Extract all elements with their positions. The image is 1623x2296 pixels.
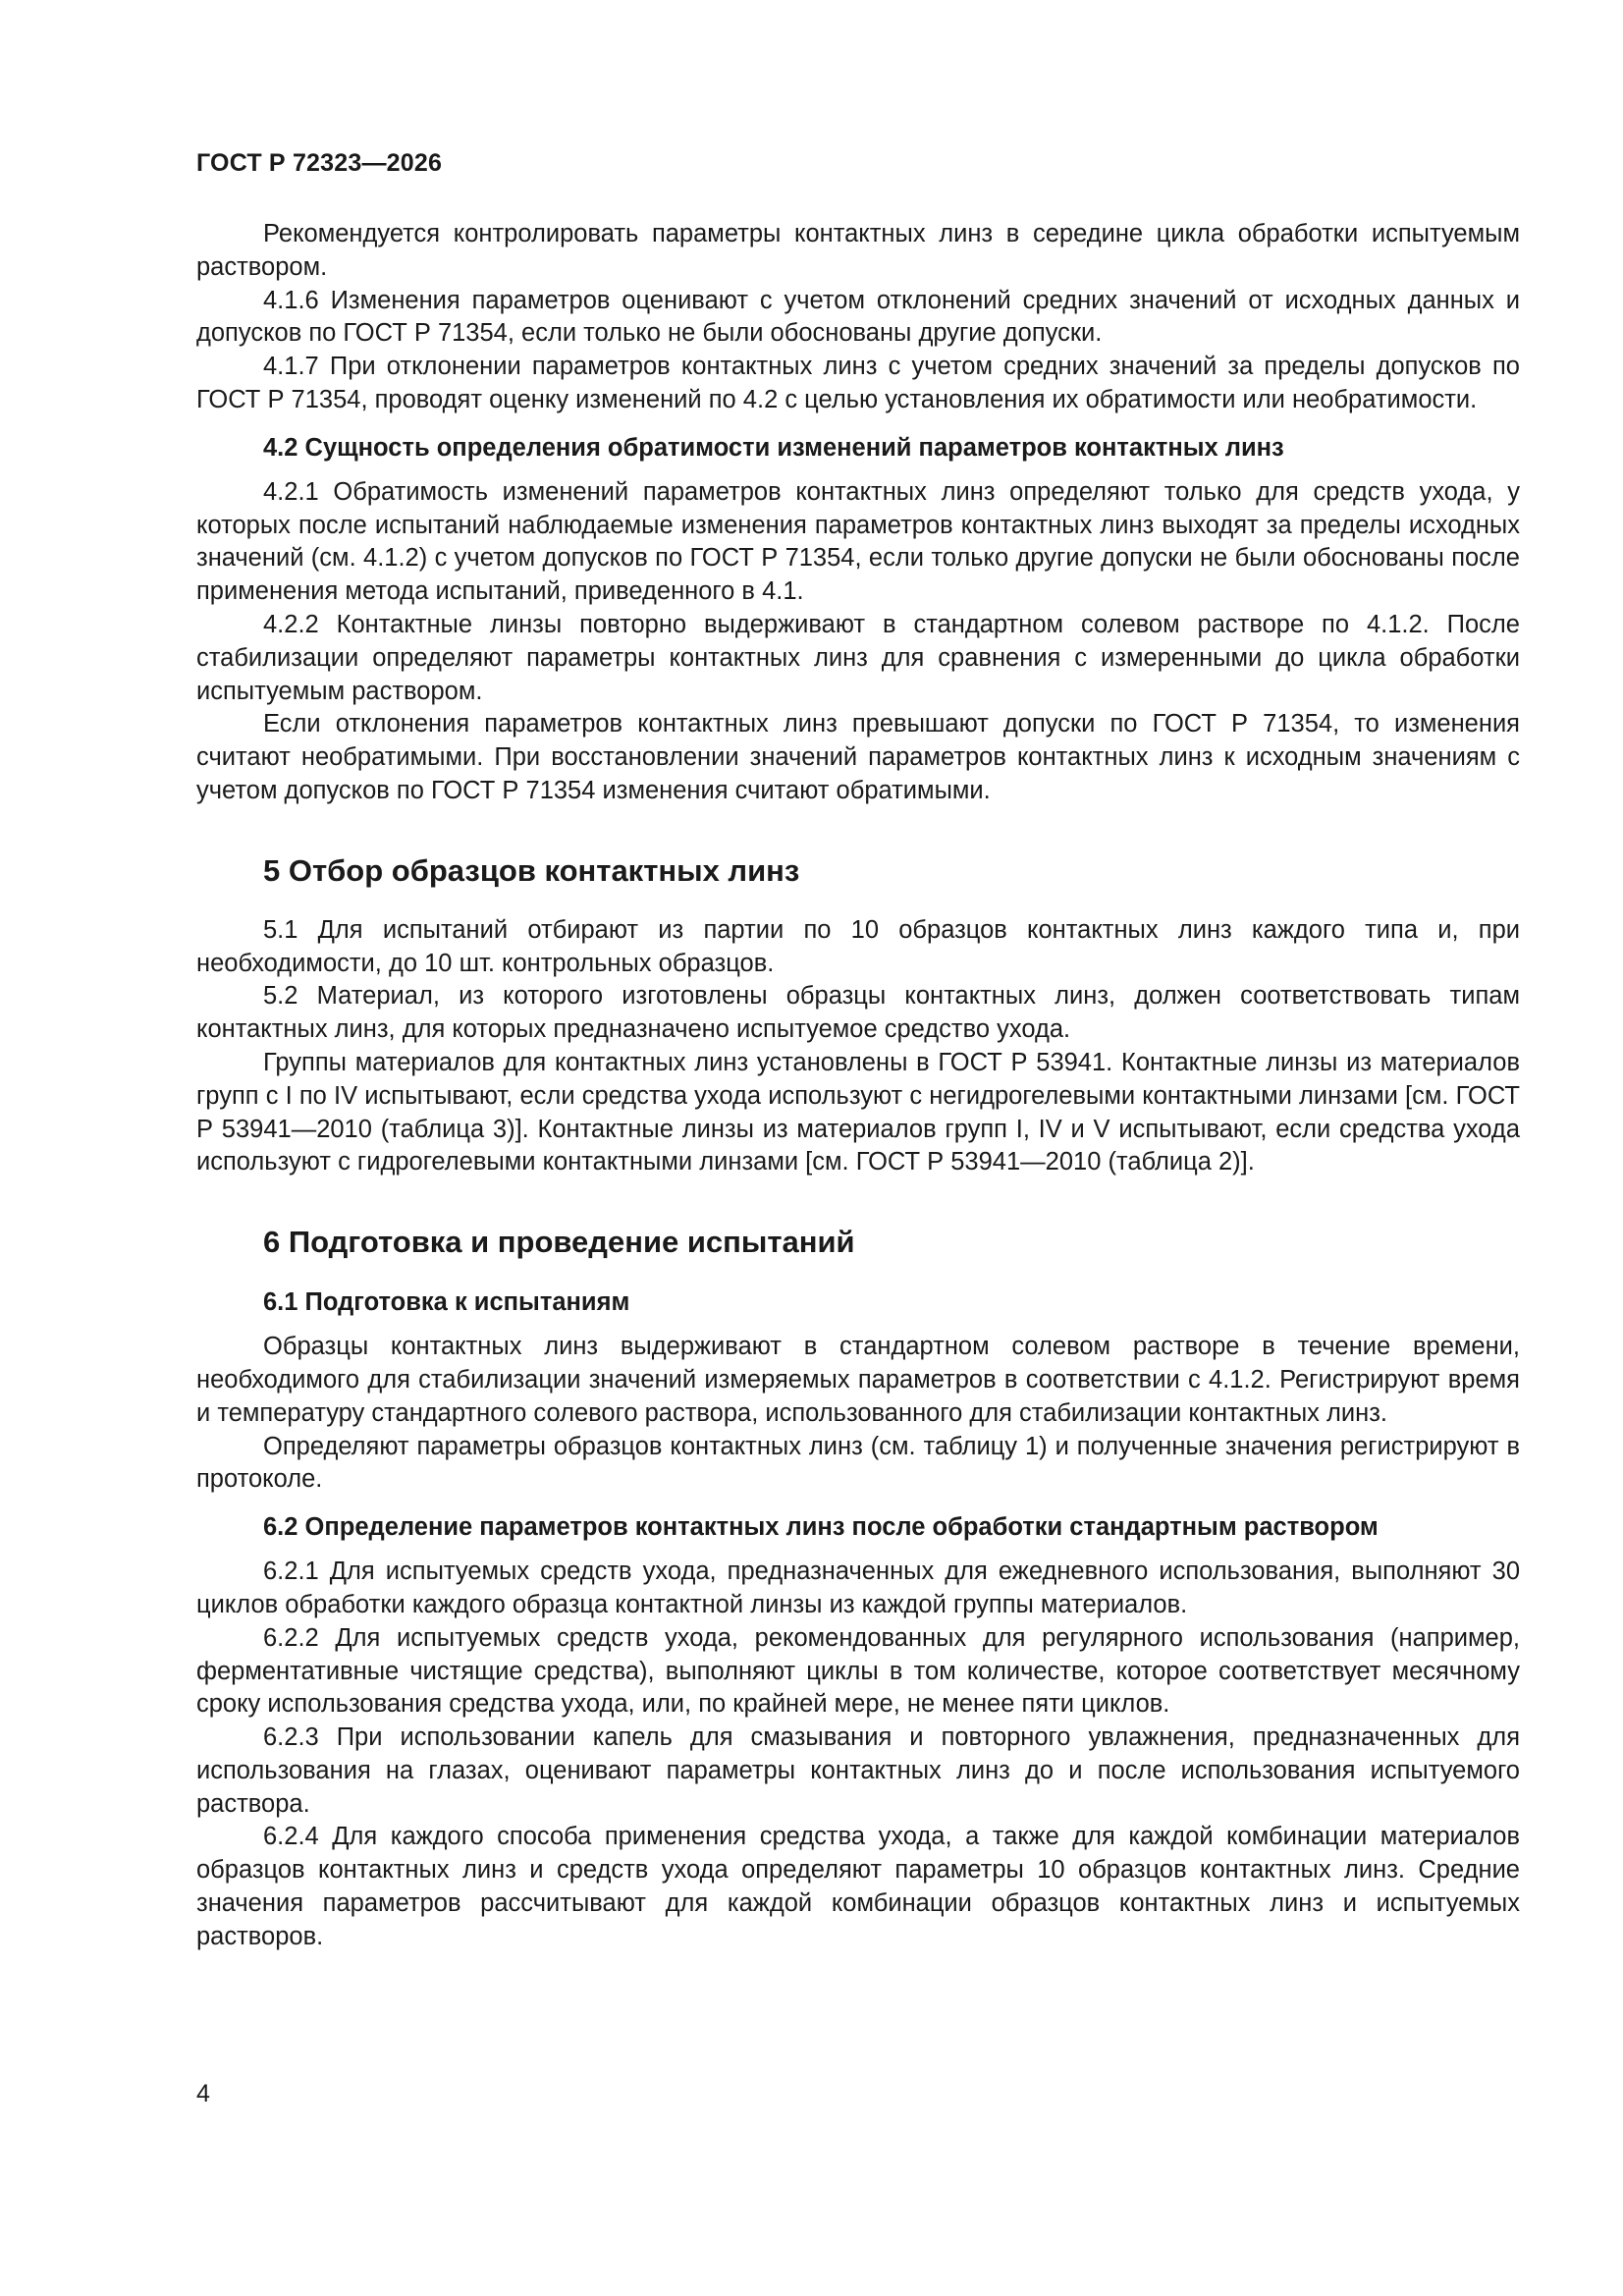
heading-6-2: 6.2 Определение параметров контактных линз после обработки стандартным раствором xyxy=(263,1513,1379,1542)
paragraph-6-2-2: 6.2.2 Для испытуемых средств ухода, рекомендованных для регулярного использования (например, ферментативные чистящие средства), выполняют циклы в том количестве, которое соответствует месячному сроку использования средства ухода, или, по крайней мере, не менее пяти циклов. xyxy=(196,1623,1520,1719)
paragraph-4-1-7: 4.1.7 При отклонении параметров контактных линз с учетом средних значений за пределы допусков по ГОСТ Р 71354, проводят оценку изменений по 4.2 с целью установления их обратимости или необратимости. xyxy=(196,353,1520,413)
paragraph: Если отклонения параметров контактных линз превышают допуски по ГОСТ Р 71354, то изменения считают необратимыми. При восстановлении значений параметров контактных линз к исходным значениям с учетом допусков по ГОСТ Р 71354 изменения считают обратимыми. xyxy=(196,710,1520,804)
paragraph: Определяют параметры образцов контактных линз (см. таблицу 1) и полученные значения регистрируют в протоколе. xyxy=(196,1432,1520,1494)
paragraph: Рекомендуется контролировать параметры контактных линз в середине цикла обработки испытуемым раствором. xyxy=(196,220,1520,281)
document-header: ГОСТ Р 72323—2026 xyxy=(196,149,443,177)
paragraph: Группы материалов для контактных линз установлены в ГОСТ Р 53941. Контактные линзы из материалов групп с I по IV испытывают, если средства ухода используют с негидрогелевыми контактными линзами [см. ГОСТ Р 53941—2010 (таблица 3)]. Контактные линзы из материалов групп I, IV и V испытывают, если средства ухода используют с гидрогелевыми контактными линзами [см. ГОСТ Р 53941—2010 (таблица 2)]. xyxy=(196,1048,1520,1176)
heading-section-5: 5 Отбор образцов контактных линз xyxy=(263,852,800,888)
page-number: 4 xyxy=(196,2080,210,2107)
paragraph-6-2-3: 6.2.3 При использовании капель для смазывания и повторного увлажнения, предназначенных для использования на глазах, оценивают параметры контактных линз до и после использования испытуемого раствора. xyxy=(196,1723,1520,1818)
paragraph: Образцы контактных линз выдерживают в стандартном солевом растворе в течение времени, необходимого для стабилизации значений измеряемых параметров в соответствии с 4.1.2. Регистрируют время и температуру стандартного солевого раствора, использованного для стабилизации контактных линз. xyxy=(196,1333,1520,1427)
paragraph-5-2: 5.2 Материал, из которого изготовлены образцы контактных линз, должен соответствовать типам контактных линз, для которых предназначено испытуемое средство ухода. xyxy=(196,982,1520,1044)
heading-4-2: 4.2 Сущность определения обратимости изменений параметров контактных линз xyxy=(263,433,1284,462)
paragraph-6-2-1: 6.2.1 Для испытуемых средств ухода, предназначенных для ежедневного использования, выполняют 30 циклов обработки каждого образца контактной линзы из каждой группы материалов. xyxy=(196,1558,1520,1618)
document-body xyxy=(196,218,1520,1954)
heading-section-6: 6 Подготовка и проведение испытаний xyxy=(263,1225,855,1260)
paragraph-6-2-4: 6.2.4 Для каждого способа применения средства ухода, а также для каждой комбинации материалов образцов контактных линз и средств ухода определяют параметры 10 образцов контактных линз. Средние значения параметров рассчитывают для каждой комбинации образцов контактных линз и испытуемых растворов. xyxy=(196,1823,1520,1950)
heading-6-1: 6.1 Подготовка к испытаниям xyxy=(263,1288,630,1317)
paragraph-5-1: 5.1 Для испытаний отбирают из партии по 10 образцов контактных линз каждого типа и, при необходимости, до 10 шт. контрольных образцов. xyxy=(196,915,1520,977)
paragraph-4-2-1: 4.2.1 Обратимость изменений параметров контактных линз определяют только для средств ухода, у которых после испытаний наблюдаемые изменения параметров контактных линз выходят за пределы исходных значений (см. 4.1.2) с учетом допусков по ГОСТ Р 71354, если только другие допуски не были обоснованы после применения метода испытаний, приведенного в 4.1. xyxy=(196,477,1520,606)
paragraph-4-1-6: 4.1.6 Изменения параметров оценивают с учетом отклонений средних значений от исходных данных и допусков по ГОСТ Р 71354, если только не были обоснованы другие допуски. xyxy=(196,286,1520,348)
paragraph-4-2-2: 4.2.2 Контактные линзы повторно выдерживают в стандартном солевом растворе по 4.1.2. После стабилизации определяют параметры контактных линз для сравнения с измеренными до цикла обработки испытуемым раствором. xyxy=(196,610,1520,705)
